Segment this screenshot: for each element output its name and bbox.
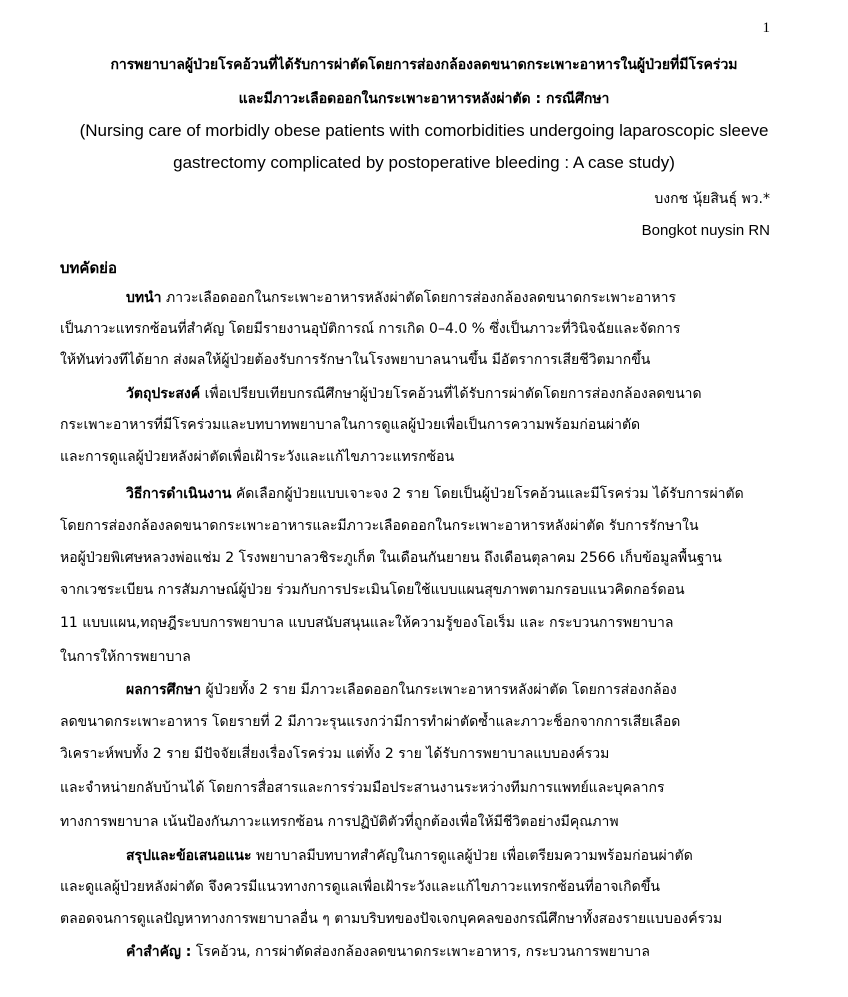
results-line: ทางการพยาบาล เน้นป้องกันภาวะแทรกซ้อน การปฏิบัติตัวที่ถูกต้องเพื่อให้มีชีวิตอย่างมีคุณภาพ — [60, 814, 619, 830]
intro-line — [126, 288, 770, 308]
intro-line: ให้ทันท่วงทีได้ยาก ส่งผลให้ผู้ป่วยต้องรับการรักษาในโรงพยาบาลนานขึ้น มีอัตราการเสียชีวิตมากขึ้น — [60, 352, 651, 368]
title-english-line-2: gastrectomy complicated by postoperative bleeding : A case study) — [173, 153, 675, 172]
methods-line: ในการให้การพยาบาล — [60, 649, 191, 665]
author-english: Bongkot nuysin RN — [641, 222, 770, 239]
objective-line — [126, 384, 770, 404]
keywords-label: คำสำคัญ : — [126, 944, 192, 960]
title-english-line-1: (Nursing care of morbidly obese patients with comorbidities undergoing laparoscopic sleeve — [79, 121, 769, 140]
results-line: และจำหน่ายกลับบ้านได้ โดยการสื่อสารและการร่วมมือประสานงานระหว่างทีมการแพทย์และบุคลากร — [60, 780, 665, 796]
methods-line: หอผู้ป่วยพิเศษหลวงพ่อแช่ม 2 โรงพยาบาลวชิระภูเก็ต ในเดือนกันยายน ถึงเดือนตุลาคม 2566 เก็บข้อมูลพื้นฐาน — [60, 550, 722, 566]
methods-line: โดยการส่องกล้องลดขนาดกระเพาะอาหารและมีภาวะเลือดออกในกระเพาะอาหารหลังผ่าตัด รับการรักษาใน — [60, 518, 699, 534]
results-text: ผู้ป่วยทั้ง 2 ราย มีภาวะเลือดออกในกระเพาะอาหารหลังผ่าตัด โดยการส่องกล้อง — [205, 682, 677, 698]
methods-line: 11 แบบแผน,ทฤษฎีระบบการพยาบาล แบบสนับสนุนและให้ความรู้ของโอเร็ม และ กระบวนการพยาบาล — [60, 615, 674, 631]
intro-line: เป็นภาวะแทรกซ้อนที่สำคัญ โดยมีรายงานอุบัติการณ์ การเกิด 0–4.0 % ซึ่งเป็นภาวะที่วินิจฉัยและจัดการ — [60, 321, 681, 337]
conclusion-text: พยาบาลมีบทบาทสำคัญในการดูแลผู้ป่วย เพื่อเตรียมความพร้อมก่อนผ่าตัด — [255, 848, 693, 864]
objective-label: วัตถุประสงค์ — [126, 386, 201, 402]
intro-text: ภาวะเลือดออกในกระเพาะอาหารหลังผ่าตัดโดยการส่องกล้องลดขนาดกระเพาะอาหาร — [166, 290, 677, 306]
objective-line: กระเพาะอาหารที่มีโรคร่วมและบทบาทพยาบาลในการดูแลผู้ป่วยเพื่อเป็นการความพร้อมก่อนผ่าตัด — [60, 417, 641, 433]
results-line: ลดขนาดกระเพาะอาหาร โดยรายที่ 2 มีภาวะรุนแรงกว่ามีการทำผ่าตัดซ้ำและภาวะช็อกจากการเสียเลือด — [60, 714, 681, 730]
intro-label: บทนำ — [126, 290, 162, 306]
methods-line: จากเวชระเบียน การสัมภาษณ์ผู้ป่วย ร่วมกับการประเมินโดยใช้แบบแผนสุขภาพตามกรอบแนวคิดกอร์ดอน — [60, 582, 685, 598]
keywords-text: โรคอ้วน, การผ่าตัดส่องกล้องลดขนาดกระเพาะอาหาร, กระบวนการพยาบาล — [195, 944, 650, 960]
page-number: 1 — [762, 20, 770, 36]
conclusion-line: และดูแลผู้ป่วยหลังผ่าตัด จึงควรมีแนวทางการดูแลเพื่อเฝ้าระวังและแก้ไขภาวะแทรกซ้อนที่อาจเกิดขึ้น — [60, 879, 660, 895]
results-line — [126, 680, 770, 700]
methods-label: วิธีการดำเนินงาน — [126, 486, 232, 502]
abstract-heading: บทคัดย่อ — [60, 259, 117, 277]
conclusion-label: สรุปและข้อเสนอแนะ — [126, 848, 252, 864]
results-line: วิเคราะห์พบทั้ง 2 ราย มีปัจจัยเสี่ยงเรื่องโรคร่วม แต่ทั้ง 2 ราย ได้รับการพยาบาลแบบองค์รวม — [60, 746, 610, 762]
conclusion-line — [126, 846, 770, 866]
author-thai: บงกช นุ้ยสินธุ์ พว.* — [654, 191, 770, 207]
methods-line — [126, 484, 770, 504]
title-thai-line-2: และมีภาวะเลือดออกในกระเพาะอาหารหลังผ่าตัด : กรณีศึกษา — [238, 91, 610, 107]
results-label: ผลการศึกษา — [126, 682, 202, 698]
conclusion-line: ตลอดจนการดูแลปัญหาทางการพยาบาลอื่น ๆ ตามบริบทของปัจเจกบุคคลของกรณีศึกษาทั้งสองรายแบบองค์รวม — [60, 911, 723, 927]
keywords-line — [126, 942, 770, 962]
methods-text: คัดเลือกผู้ป่วยแบบเจาะจง 2 ราย โดยเป็นผู้ป่วยโรคอ้วนและมีโรคร่วม ได้รับการผ่าตัด — [235, 486, 744, 502]
objective-text: เพื่อเปรียบเทียบกรณีศึกษาผู้ป่วยโรคอ้วนที่ได้รับการผ่าตัดโดยการส่องกล้องลดขนาด — [204, 386, 702, 402]
title-thai-line-1: การพยาบาลผู้ป่วยโรคอ้วนที่ได้รับการผ่าตัดโดยการส่องกล้องลดขนาดกระเพาะอาหารในผู้ป่วยที่มีโรคร่วม — [110, 57, 738, 73]
objective-line: และการดูแลผู้ป่วยหลังผ่าตัดเพื่อเฝ้าระวังและแก้ไขภาวะแทรกซ้อน — [60, 449, 455, 465]
